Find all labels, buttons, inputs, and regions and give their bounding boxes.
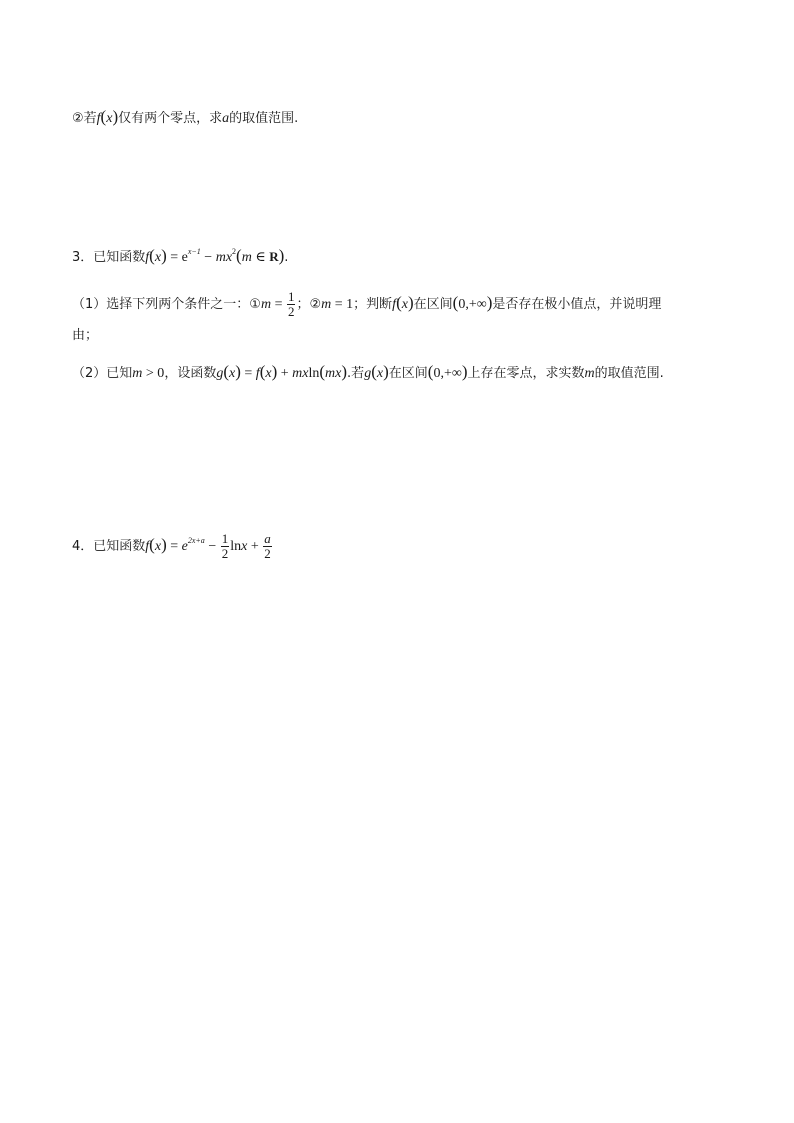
paren: ( [427, 362, 434, 381]
math-x: x [376, 366, 384, 381]
text: ，设函数 [164, 366, 217, 381]
paren: ) [112, 107, 119, 126]
math-gt: > 0 [142, 366, 165, 381]
question-number: 3．已知函数 [72, 250, 146, 265]
math-minus: − [200, 250, 216, 265]
math-eq: = [271, 297, 286, 312]
paren: ) [407, 293, 414, 312]
numerator: 1 [221, 531, 229, 546]
numerator: 1 [287, 289, 295, 304]
question-4-stem [72, 532, 273, 561]
text: 的取值范围. [229, 111, 299, 126]
math-ln: ln [308, 366, 320, 381]
math-exponent: x−1 [187, 247, 201, 256]
question-3-stem [72, 246, 288, 268]
question-number: 4．已知函数 [72, 539, 146, 554]
math-g: g [216, 366, 224, 381]
math-f: f [255, 366, 260, 381]
question-3-part-2 [72, 362, 664, 384]
math-mx: mx [292, 366, 309, 381]
math-m: m [260, 297, 272, 312]
math-f: f [96, 111, 101, 126]
paren: ) [271, 362, 278, 381]
math-set-R: R [269, 249, 279, 264]
math-square: 2 [232, 247, 237, 256]
math-m: m [132, 366, 143, 381]
math-x: x [154, 539, 162, 554]
math-interval: 0,+∞ [458, 297, 487, 312]
paren: ) [278, 246, 285, 265]
text: ②若 [72, 111, 97, 126]
math-x: x [265, 366, 272, 381]
paren: ( [259, 362, 266, 381]
paren: ) [486, 293, 493, 312]
math-eq: = 1 [331, 297, 354, 312]
fraction-one-half [287, 290, 296, 319]
paren: ) [161, 535, 167, 554]
math-eq: = [240, 366, 256, 381]
fraction-a-over-2 [263, 532, 272, 561]
paren: ( [149, 246, 155, 265]
math-in: ∈ [251, 250, 270, 265]
math-ln: ln [230, 539, 242, 554]
text: . [284, 250, 289, 265]
math-x: x [106, 111, 113, 126]
paren: ( [236, 246, 242, 265]
math-eq: = [166, 539, 182, 554]
math-exponent: 2x+a [187, 536, 205, 545]
text: ；② [296, 297, 322, 312]
text: ；判断 [353, 297, 393, 312]
question-2-part-2 [72, 107, 298, 129]
math-x: x [241, 539, 248, 554]
math-m: m [241, 250, 252, 265]
math-g: g [364, 366, 372, 381]
text: 仅有两个零点，求 [118, 111, 223, 126]
paren: ( [149, 535, 155, 554]
math-plus: + [247, 539, 263, 554]
text: 是否存在极小值点，并说明理 [492, 297, 662, 312]
math-f: f [145, 250, 150, 265]
text: 上存在零点，求实数 [467, 366, 585, 381]
paren: ) [161, 246, 167, 265]
question-3-part-1-continued [72, 326, 98, 346]
paren: ( [396, 293, 402, 312]
text: （1）选择下列两个条件之一：① [72, 297, 261, 312]
paren: ) [235, 362, 241, 381]
math-minus: − [204, 539, 220, 554]
math-x: x [401, 297, 408, 312]
math-m: m [321, 297, 332, 312]
math-a: a [222, 111, 230, 126]
paren: ) [461, 362, 468, 381]
question-3-part-1 [72, 290, 661, 319]
math-plus: + [277, 366, 293, 381]
paren: ( [319, 362, 326, 381]
paren: ( [100, 107, 107, 126]
math-interval: 0,+∞ [433, 366, 462, 381]
denominator: 2 [221, 546, 229, 561]
math-eq: = e [166, 250, 188, 265]
fraction-one-half [221, 532, 230, 561]
text: （2）已知 [72, 366, 133, 381]
math-mx: mx [325, 366, 342, 381]
paren: ) [383, 362, 389, 381]
math-e: e [181, 539, 188, 554]
math-m: m [584, 366, 595, 381]
paren: ) [341, 362, 348, 381]
text: 在区间 [413, 297, 453, 312]
paren: ( [371, 362, 377, 381]
paren: ( [452, 293, 459, 312]
math-x: x [154, 250, 162, 265]
math-x: x [229, 366, 236, 381]
math-mx: mx [215, 250, 233, 265]
numerator: a [264, 531, 271, 546]
text: .若 [347, 366, 365, 381]
math-f: f [145, 539, 150, 554]
denominator: 2 [287, 304, 295, 319]
text: 由； [72, 328, 99, 343]
math-f: f [392, 297, 397, 312]
denominator: 2 [264, 546, 271, 561]
text: 的取值范围. [594, 366, 664, 381]
text: 在区间 [388, 366, 428, 381]
paren: ( [223, 362, 229, 381]
